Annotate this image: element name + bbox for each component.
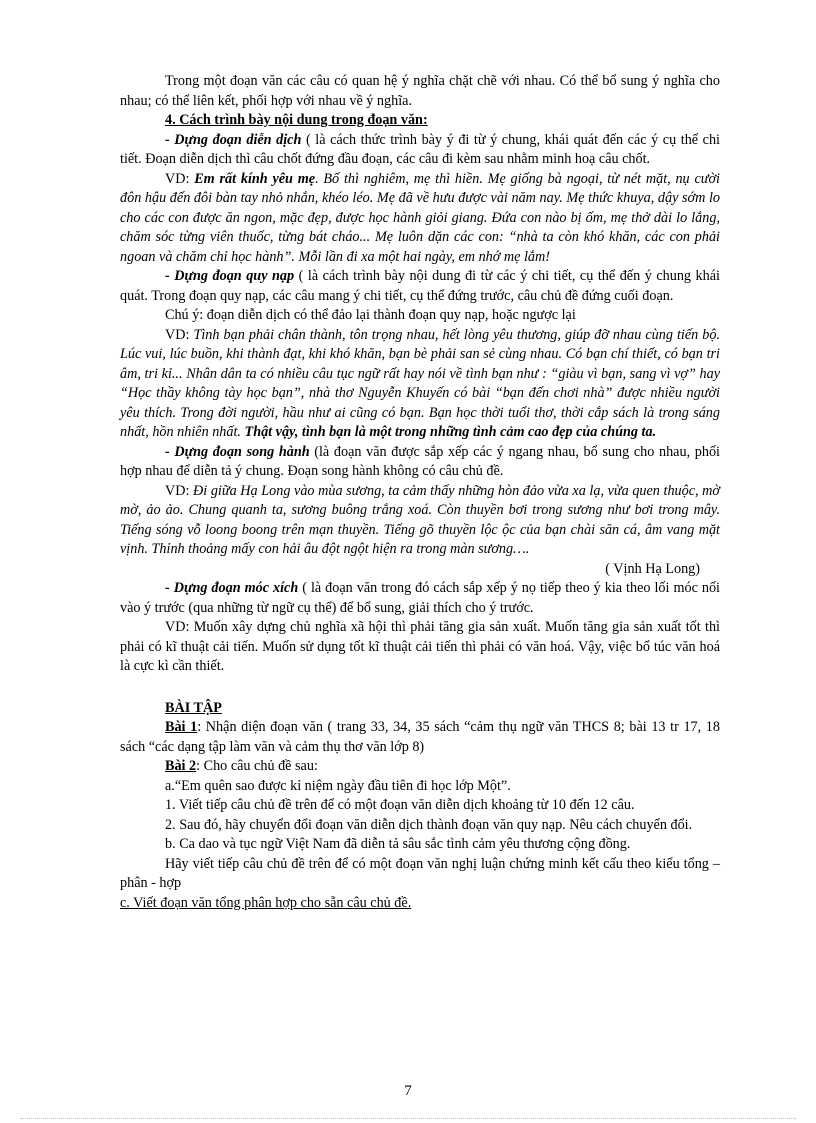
exercises-heading: BÀI TẬP: [165, 699, 222, 716]
dien-dich-desc: ( là cách thức trình bày ý đi từ ý chung, khái quát đến các ý cụ thể chi tiết. Đoạn diễn dịch thì câu chốt đứng đầu đoạn, các câu đi kèm sau nhằm minh hoạ câu chốt.: [120, 131, 720, 167]
quy-nap-term: - Dựng đoạn quy nạp: [165, 268, 295, 284]
page-bottom-divider: [20, 1118, 796, 1119]
spacer: [120, 677, 720, 699]
section-heading: 4. Cách trình bày nội dung trong đoạn văn:: [165, 112, 428, 128]
song-hanh-term: - Dựng đoạn song hành: [165, 443, 310, 460]
exercise-2a: a.“Em quên sao được kỉ niệm ngày đầu tiên đi học lớp Một”.: [165, 777, 511, 794]
song-hanh-source: ( Vịnh Hạ Long): [605, 560, 700, 577]
vd-label: VD:: [165, 482, 194, 499]
exercise-1: [120, 718, 720, 757]
exercise-2-text: : Cho câu chủ đề sau:: [196, 758, 318, 774]
quy-nap-desc: ( là cách trình bày nội dung đi từ các ý chi tiết, cụ thể đến ý chung khái quát. Trong đoạn quy nạp, các câu mang ý chi tiết, cụ thể đứng trước, câu chủ đề đứng cuối đoạn.: [120, 268, 720, 304]
quy-nap-key-sentence: Thật vậy, tình bạn là một trong những tình cảm cao đẹp của chúng ta.: [244, 424, 657, 440]
song-hanh-example-text: Đi giữa Hạ Long vào mùa sương, ta cảm thấy những hòn đảo vừa xa lạ, vừa quen thuộc, mờ mờ, ảo ảo. Chung quanh ta, sương buông trắng xoá. Còn thuyền bơi trong sương như bơi trong mây. Tiếng sóng vỗ loong boong trên mạn thuyền. Tiếng gõ thuyền lộc ộc của bạn chài săn cá, âm vang mặt vịnh. Thỉnh thoảng mấy con hải âu đột ngột hiện ra trong màn sương….: [120, 482, 720, 557]
quy-nap-note: Chú ý: đoạn diễn dịch có thể đảo lại thành đoạn quy nạp, hoặc ngược lại: [165, 307, 576, 323]
quy-nap-definition: [120, 267, 720, 306]
dien-dich-example: [120, 170, 720, 268]
vd-label: VD:: [165, 326, 194, 343]
quy-nap-example: [120, 326, 720, 443]
moc-xich-desc: ( là đoạn văn trong đó cách sắp xếp ý nọ tiếp theo ý kia theo lối móc nối vào ý trước (qua những từ ngữ cụ thể) để bổ sung, giải thích cho ý trước.: [120, 580, 720, 616]
exercise-2-label: Bài 2: [165, 758, 197, 774]
song-hanh-desc: (là đoạn văn được sắp xếp các ý ngang nhau, bổ sung cho nhau, phối hợp nhau để diễn tả ý chung. Đoạn song hành không có câu chủ đề.: [120, 443, 720, 479]
exercise-2b: b. Ca dao và tục ngữ Việt Nam đã diễn tả sâu sắc tình cảm yêu thương cộng đồng.: [165, 836, 631, 852]
exercise-2b-1: Hãy viết tiếp câu chủ đề trên để có một đoạn văn nghị luận chứng minh kết cấu theo kiểu tổng – phân - hợp: [120, 855, 720, 891]
dien-dich-definition: [120, 131, 720, 170]
dien-dich-example-text: . Bố thì nghiêm, mẹ thì hiền. Mẹ giống bà ngoại, từ nét mặt, nụ cười đôn hậu đến đôi bàn tay nhỏ nhắn, khéo léo. Mẹ đã về hưu được vài năm nay. Mẹ thức khuya, dậy sớm lo cho các con được ăn ngon, mặc đẹp, được học hành giỏi giang. Đứa con nào bị ốm, mẹ thở dài lo lắng, chăm sóc từng viên thuốc, từng bát cháo... Mẹ luôn dặn các con: “nhà ta còn khó khăn, các con phải ngoan và chăm chỉ học hành”. Mỗi lần đi xa một hai ngày, em nhớ mẹ lắm!: [120, 170, 720, 265]
exercise-1-text: : Nhận diện đoạn văn ( trang 33, 34, 35 sách “cảm thụ ngữ văn THCS 8; bài 13 tr 17, 18 sách “các dạng tập làm văn và cảm thụ thơ văn lớp 8): [120, 719, 720, 755]
document-body: [120, 72, 720, 913]
quy-nap-example-text: Tình bạn phải chân thành, tôn trọng nhau, hết lòng yêu thương, giúp đỡ nhau cùng tiến bộ. Lúc vui, lúc buồn, khi thành đạt, khi khó khăn, bạn bè phải san sẻ cùng nhau. Có bạn chí thiết, có bạn tri âm, tri kỉ... Nhân dân ta có nhiều câu tục ngữ rất hay nói về tình bạn như : “giàu vì bạn, sang vì vợ” hay “Học thầy không tày học bạn”, nhà thơ Nguyễn Khuyến có bài “bạn đến chơi nhà” được nhiều người yêu thích. Trong đời người, hầu như ai cũng có bạn. Bạn học thời tuổi thơ, thời cắp sách là trong sáng nhất, hồn nhiên nhất.: [120, 326, 720, 440]
exercise-1-label: Bài 1: [165, 719, 198, 735]
dien-dich-term: - Dựng đoạn diễn dịch: [165, 131, 302, 148]
exercise-2a-2: 2. Sau đó, hãy chuyển đổi đoạn văn diễn dịch thành đoạn văn quy nạp. Nêu cách chuyển đổi.: [165, 816, 693, 833]
exercise-2: [120, 757, 720, 777]
moc-xich-term: - Dựng đoạn móc xích: [165, 580, 299, 596]
moc-xich-example: VD: Muốn xây dựng chủ nghĩa xã hội thì phải tăng gia sản xuất. Muốn tăng gia sản xuất tốt thì phải có kĩ thuật cải tiến. Muốn sử dụng tốt kĩ thuật cải tiến thì phải có văn hoá. Vậy, việc bổ túc văn hoá là cực kì cần thiết.: [120, 619, 720, 674]
vd-label: VD:: [165, 170, 195, 187]
exercise-2a-1: 1. Viết tiếp câu chủ đề trên để có một đoạn văn diễn dịch khoảng từ 10 đến 12 câu.: [165, 797, 635, 813]
dien-dich-key-sentence: Em rất kính yêu mẹ: [194, 170, 316, 187]
song-hanh-definition: [120, 443, 720, 482]
moc-xich-definition: [120, 579, 720, 618]
song-hanh-example: [120, 482, 720, 560]
exercise-2c: c. Viết đoạn văn tổng phân hợp cho sẵn câu chủ đề.: [120, 894, 412, 911]
page-number: 7: [404, 1083, 412, 1099]
intro-paragraph: Trong một đoạn văn các câu có quan hệ ý nghĩa chặt chẽ với nhau. Có thể bổ sung ý nghĩa cho nhau; có thể liên kết, phối hợp với nhau về ý nghĩa.: [120, 73, 720, 109]
